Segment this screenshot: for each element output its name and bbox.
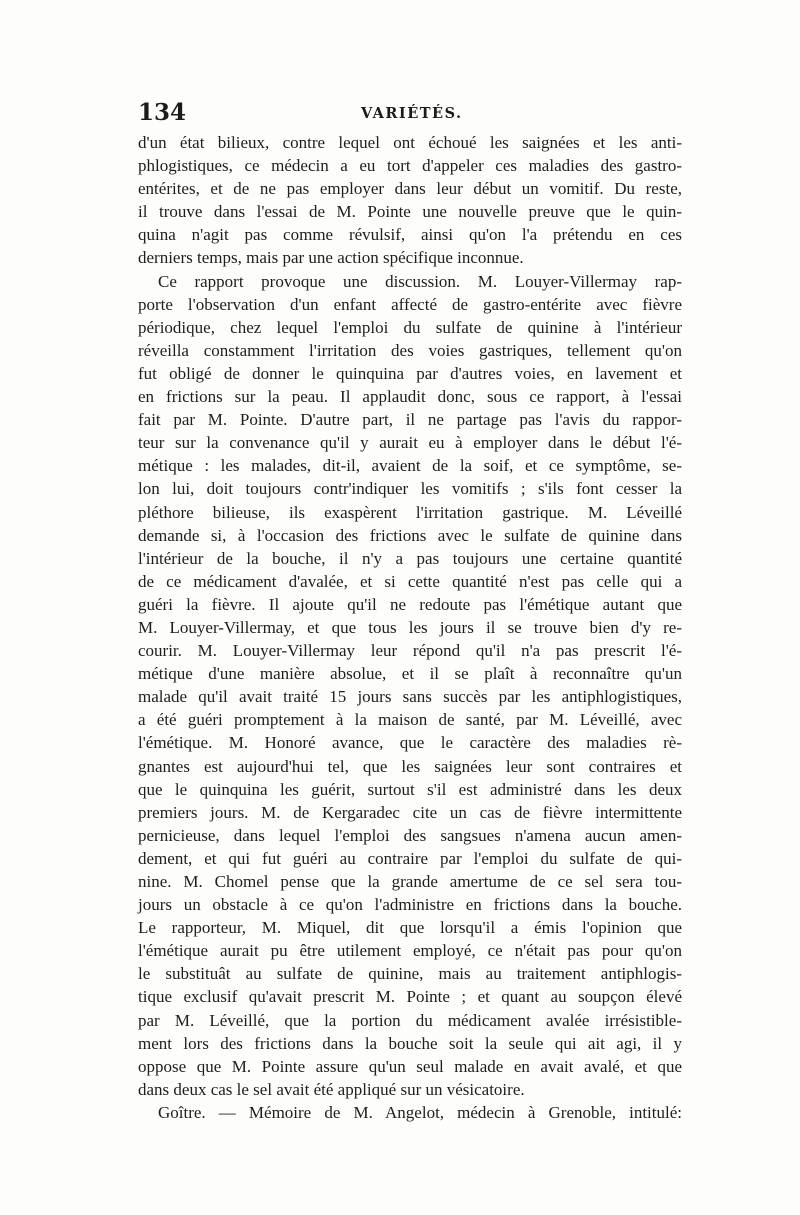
text-line: pernicieuse, dans lequel l'emploi des sangsues n'amena aucun amen- bbox=[138, 825, 682, 845]
paragraph-2 bbox=[138, 270, 682, 1101]
text-line: pléthore bilieuse, ils exaspèrent l'irritation gastrique. M. Léveillé bbox=[138, 502, 682, 522]
text-line: dement, et qui fut guéri au contraire par l'emploi du sulfate de qui- bbox=[138, 848, 682, 868]
text-line: malade qu'il avait traité 15 jours sans succès par les antiphlogistiques, bbox=[138, 687, 682, 707]
text-line: l'émétique aurait pu être utilement employé, ce n'était pas pour qu'on bbox=[138, 941, 682, 961]
text-line: métique : les malades, dit-il, avaient de la soif, et ce symptôme, se- bbox=[138, 456, 682, 476]
paragraph-1 bbox=[138, 131, 682, 270]
text-line: l'émétique. M. Honoré avance, que le caractère des maladies rè- bbox=[138, 733, 682, 753]
text-line: phlogistiques, ce médecin a eu tort d'appeler ces maladies des gastro- bbox=[138, 156, 682, 176]
paragraph-3 bbox=[138, 1101, 682, 1124]
text-line: périodique, chez lequel l'emploi du sulfate de quinine à l'intérieur bbox=[138, 317, 682, 337]
text-line: lon lui, doit toujours contr'indiquer les vomitifs ; s'ils font cesser la bbox=[138, 479, 682, 499]
text-line: courir. M. Louyer-Villermay leur répond qu'il n'a pas prescrit l'é- bbox=[138, 641, 682, 661]
text-line: guéri la fièvre. Il ajoute qu'il ne redoute pas l'émétique autant que bbox=[138, 594, 682, 614]
text-line: quina n'agit pas comme révulsif, ainsi qu'on l'a prétendu en ces bbox=[138, 225, 682, 245]
text-line: nine. M. Chomel pense que la grande amertume de ce sel sera tou- bbox=[138, 872, 682, 891]
text-line: derniers temps, mais par une action spécifique inconnue. bbox=[138, 248, 524, 268]
text-line: M. Louyer-Villermay, et que tous les jours il se trouve bien d'y re- bbox=[138, 617, 682, 637]
text-line: d'un état bilieux, contre lequel ont échoué les saignées et les anti- bbox=[138, 133, 682, 152]
text-line: porte l'observation d'un enfant affecté de gastro-entérite avec fièvre bbox=[138, 294, 682, 314]
text-line: métique d'une manière absolue, et il se plaît à reconnaître qu'un bbox=[138, 664, 682, 684]
text-line: Le rapporteur, M. Miquel, dit que lorsqu'il a émis l'opinion que bbox=[138, 918, 682, 938]
text-line: ment lors des frictions dans la bouche soit la seule qui ait agi, il y bbox=[138, 1033, 682, 1053]
text-line: teur sur la convenance qu'il y aurait eu à employer dans le début l'é- bbox=[138, 433, 682, 453]
text-line: demande si, à l'occasion des frictions avec le sulfate de quinine dans bbox=[138, 525, 682, 545]
text-line: gnantes est aujourd'hui tel, que les saignées leur sont contraires et bbox=[138, 756, 682, 776]
text-line: l'intérieur de la bouche, il n'y a pas toujours une certaine quantité bbox=[138, 548, 682, 568]
text-line: fut obligé de donner le quinquina par d'autres voies, en lavement et bbox=[138, 363, 682, 383]
page-number: 134 bbox=[138, 99, 187, 126]
text-line: fait par M. Pointe. D'autre part, il ne partage pas l'avis du rappor- bbox=[138, 410, 682, 430]
text-line: tique exclusif qu'avait prescrit M. Pointe ; et quant au soupçon élevé bbox=[138, 987, 682, 1007]
text-line: Ce rapport provoque une discussion. M. Louyer-Villermay rap- bbox=[158, 271, 682, 291]
text-line: il trouve dans l'essai de M. Pointe une nouvelle preuve que le quin- bbox=[138, 202, 682, 222]
text-line: premiers jours. M. de Kergaradec cite un cas de fièvre intermittente bbox=[138, 802, 682, 822]
text-line: Goître. — Mémoire de M. Angelot, médecin à Grenoble, intitulé: bbox=[158, 1102, 682, 1122]
text-line: par M. Léveillé, que la portion du médicament avalée irrésistible- bbox=[138, 1010, 682, 1030]
running-head: VARIÉTÉS. bbox=[361, 105, 463, 122]
text-line: entérites, et de ne pas employer dans leur début un vomitif. Du reste, bbox=[138, 179, 682, 199]
text-line: de ce médicament d'avalée, et si cette quantité n'est pas celle qui a bbox=[138, 571, 682, 591]
text-line: que le quinquina les guérit, surtout s'il est administré dans les deux bbox=[138, 779, 682, 799]
text-line: le substituât au sulfate de quinine, mais au traitement antiphlogis- bbox=[138, 964, 682, 984]
text-line: jours un obstacle à ce qu'on l'administre en frictions dans la bouche. bbox=[138, 895, 682, 915]
page-header bbox=[138, 99, 678, 129]
text-line: a été guéri promptement à la maison de santé, par M. Léveillé, avec bbox=[138, 710, 682, 730]
text-line: oppose que M. Pointe assure qu'un seul malade en avait avalé, et que bbox=[138, 1056, 682, 1076]
text-line: réveilla constamment l'irritation des voies gastriques, tellement qu'on bbox=[138, 340, 682, 360]
body-text bbox=[138, 131, 682, 1124]
text-line: dans deux cas le sel avait été appliqué sur un vésicatoire. bbox=[138, 1079, 525, 1099]
text-line: en frictions sur la peau. Il applaudit donc, sous ce rapport, à l'essai bbox=[138, 387, 682, 407]
